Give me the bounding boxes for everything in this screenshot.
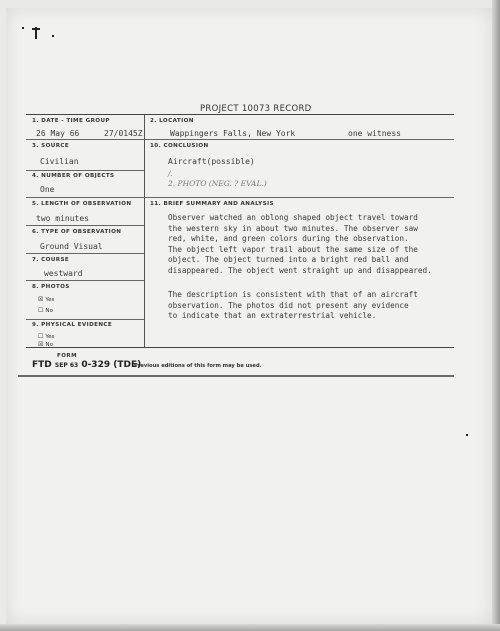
witness-count: one witness [348,129,401,138]
number-of-objects-value: One [40,185,55,194]
photos-no-checkbox: ☐ [38,307,44,314]
summary-line: the western sky in about two minutes. The observer saw [168,223,418,233]
row-divider [26,139,454,140]
type-of-observation-value: Ground Visual [40,242,103,251]
column-divider [144,115,145,347]
summary-paragraph-1 [168,213,432,276]
brief-summary-label: 11. BRIEF SUMMARY AND ANALYSIS [150,201,274,207]
summary-line: to indicate that an extraterrestrial vehicle. [168,311,377,320]
evidence-yes-option: ☐ Yes [38,333,55,340]
photos-label: 8. PHOTOS [32,284,70,290]
scan-edge-right [492,0,500,631]
bottom-rule [18,375,454,377]
scan-speck [22,27,24,29]
number-of-objects-label: 4. NUMBER OF OBJECTS [32,173,115,179]
summary-line: observation. The photos did not present any evidence [168,300,409,310]
photos-yes-checkbox: ☒ [38,296,44,303]
source-value: Civilian [40,157,79,166]
scan-speck [52,35,54,37]
summary-line: object. The object turned into a bright red ball and [168,255,409,264]
summary-line: red, white, and green colors during the observation. [168,234,409,243]
scan-speck [32,28,40,30]
row-divider [26,197,454,198]
handwritten-mark: /. [168,169,173,178]
evidence-no-checkbox: ☒ [38,341,44,348]
scan-speck [466,434,468,436]
course-value: westward [44,269,83,278]
footer-form-id: FTD SEP 63 0-329 (TDE) [32,360,142,370]
date-value: 26 May 66 [36,129,80,138]
record-title: PROJECT 10073 RECORD [200,104,312,114]
evidence-yes-checkbox: ☐ [38,333,44,340]
row-divider [26,170,144,171]
summary-line: disappeared. The object went straight up and disappeared. [168,265,432,275]
type-of-observation-label: 6. TYPE OF OBSERVATION [32,229,122,235]
row-divider [26,253,144,254]
summary-line: The object left vapor trail about the same size of the [168,244,418,254]
summary-line: The description is consistent with that of an aircraft [168,290,418,299]
evidence-no-option: ☒ No [38,341,53,348]
date-time-group-label: 1. DATE - TIME GROUP [32,118,110,124]
source-label: 3. SOURCE [32,143,70,149]
location-value: Wappingers Falls, New York [170,129,296,138]
length-of-observation-value: two minutes [36,214,89,223]
row-divider [26,225,144,226]
row-divider [26,319,144,320]
length-of-observation-label: 5. LENGTH OF OBSERVATION [32,201,132,207]
footer-form-date: SEP 63 [54,362,79,369]
time-value: 27/0145Z [104,129,143,138]
footer-note: Previous editions of this form may be used. [134,363,262,369]
summary-paragraph-2 [168,290,418,322]
row-divider [26,280,144,281]
conclusion-label: 10. CONCLUSION [150,143,209,149]
course-label: 7. COURSE [32,257,70,263]
record-form [26,114,454,348]
summary-line: Observer watched an oblong shaped object travel toward [168,213,418,222]
footer-form-word: FORM [57,353,78,359]
photos-no-option: ☐ No [38,307,53,314]
physical-evidence-label: 9. PHYSICAL EVIDENCE [32,322,113,328]
photos-yes-option: ☒ Yes [38,296,55,303]
scan-edge-bottom [0,624,500,631]
conclusion-value: Aircraft(possible) [168,157,255,166]
footer-form-number: 0-329 (TDE) [81,360,142,370]
location-label: 2. LOCATION [150,118,194,124]
handwritten-photo-note: 2. PHOTO (NEG. ? EVAL.) [168,179,267,188]
